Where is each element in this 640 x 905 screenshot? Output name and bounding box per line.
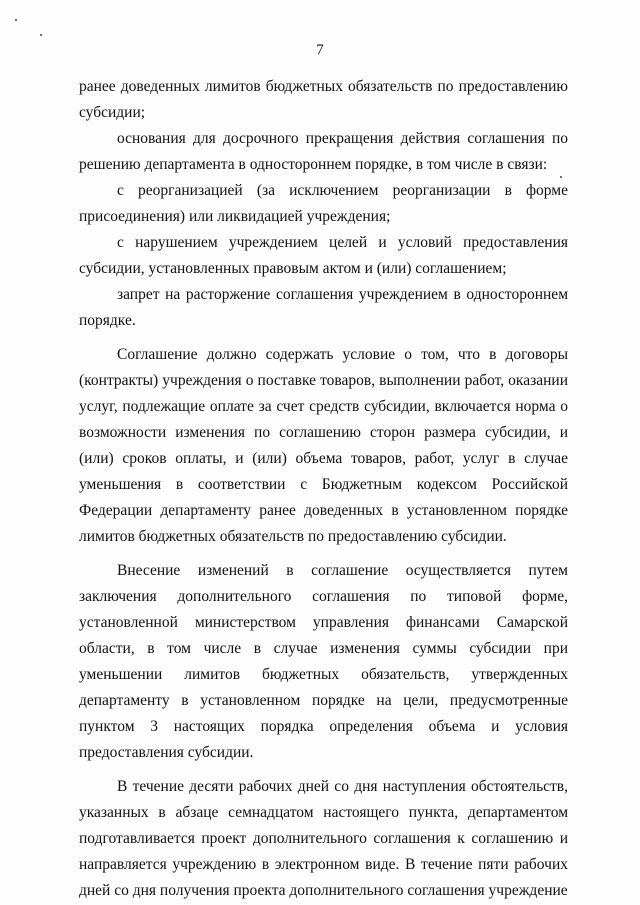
page-number: 7 xyxy=(316,42,324,58)
document-body xyxy=(79,74,568,904)
paragraph: Соглашение должно содержать условие о том, что в договоры (контракты) учреждения о поставке товаров, выполнении работ, оказании услуг, подлежащие оплате за счет средств субсидии, включается норма о возможности изменения по соглашению сторон размера субсидии, и (или) сроков оплаты, и (или) объема товаров, работ, услуг в случае уменьшения в соответствии с Бюджетным кодексом Российской Федерации департаменту ранее доведенных в установленном порядке лимитов бюджетных обязательств по предоставлению субсидии. xyxy=(79,346,568,545)
paragraph: В течение десяти рабочих дней со дня наступления обстоятельств, указанных в абзаце семнадцатом настоящего пункта, департаментом подготавливается проект дополнительного соглашения к соглашению и направляется учреждению в электронном виде. В течение пяти рабочих дней со дня получения проекта дополнительного соглашения учреждение xyxy=(79,778,568,899)
scan-speck xyxy=(15,19,17,21)
paragraph: с реорганизацией (за исключением реорганизации в форме присоединения) или ликвидацией учреждения; xyxy=(79,182,568,225)
paragraph: запрет на расторжение соглашения учреждением в одностороннем порядке. xyxy=(79,286,568,329)
paragraph: основания для досрочного прекращения действия соглашения по решению департамента в одностороннем порядке, в том числе в связи: xyxy=(79,130,568,173)
scan-speck xyxy=(40,34,42,36)
paragraph: с нарушением учреждением целей и условий предоставления субсидии, установленных правовым актом и (или) соглашением; xyxy=(79,234,568,277)
paragraph: ранее доведенных лимитов бюджетных обязательств по предоставлению субсидии; xyxy=(79,78,568,121)
paragraph: Внесение изменений в соглашение осуществляется путем заключения дополнительного соглашения по типовой форме, установленной министерством управления финансами Самарской области, в том числе в случае изменения суммы субсидии при уменьшении лимитов бюджетных обязательств, утвержденных департаменту в установленном порядке на цели, предусмотренные пунктом 3 настоящих порядка определения объема и условия предоставления субсидии. xyxy=(79,562,568,761)
